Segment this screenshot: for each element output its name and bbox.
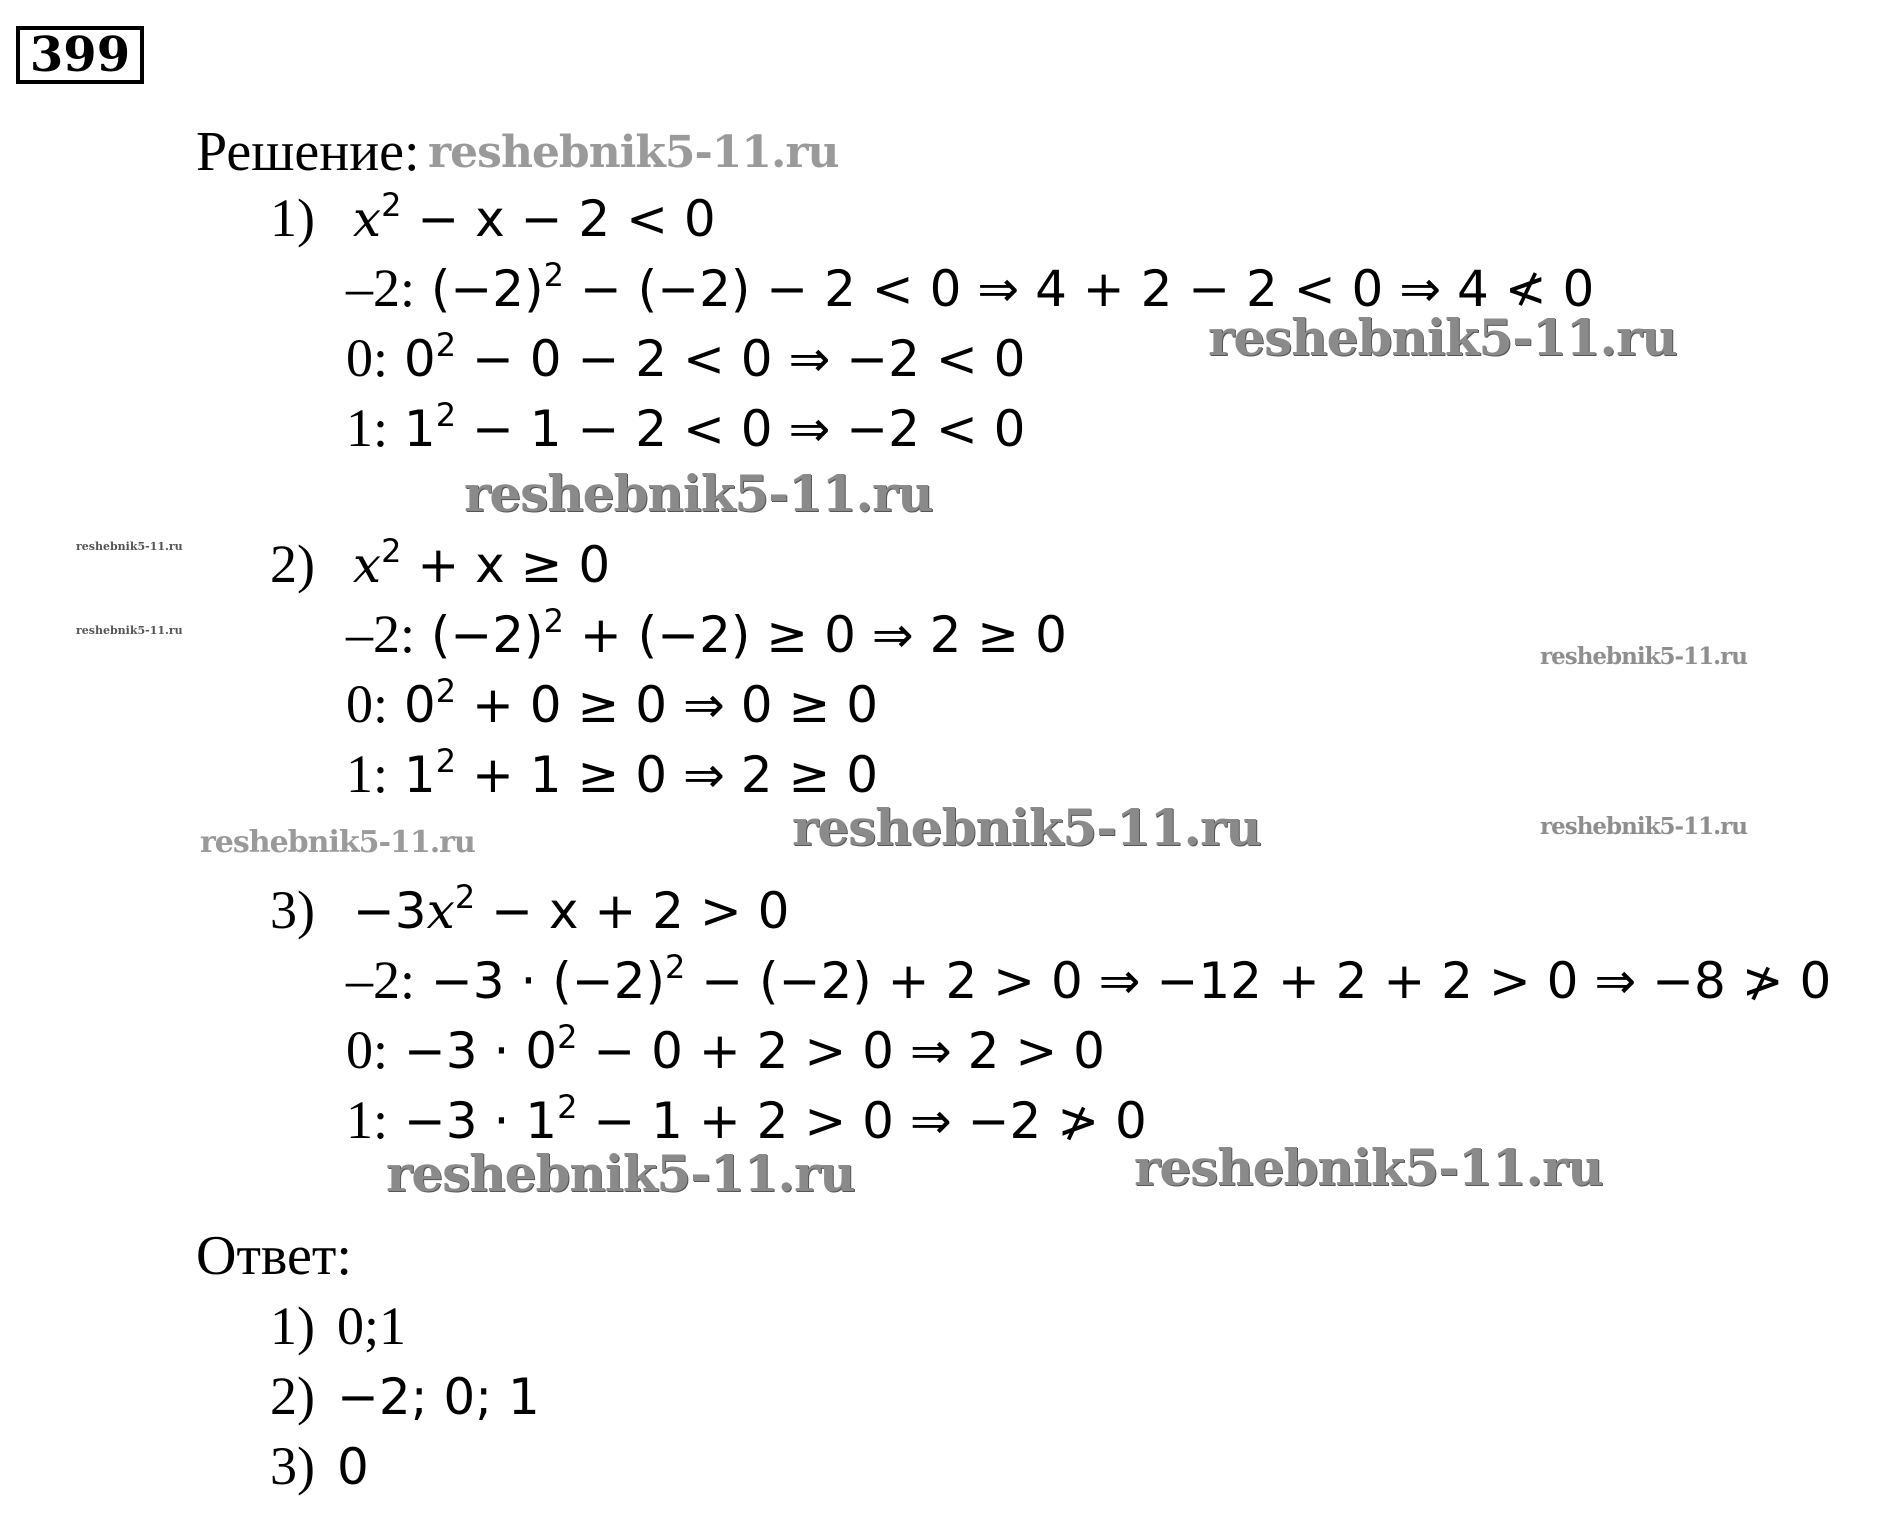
answer-2: 2) −2; 0; 1: [270, 1366, 540, 1426]
watermark: reshebnik5-11.ru: [1134, 1138, 1603, 1197]
watermark: reshebnik5-11.ru: [792, 798, 1261, 857]
part-3-check-1: 1: $-3 \cdot 1^2 - 1 + 2 > 0$ ⇒ −2 ≯ 0: [346, 1088, 1147, 1150]
part-3-check-0: 0: $-3 \cdot 0^2 - 0 + 2 > 0$ ⇒ 2 > 0: [346, 1018, 1105, 1080]
part-3-check-minus2: –2: $-3 \cdot (-2)^2 - (-2) + 2 > 0$ ⇒ −12 + 2 + 2 > 0 ⇒ −8 ≯ 0: [346, 948, 1832, 1010]
watermark: reshebnik5-11.ru: [76, 624, 183, 637]
watermark: reshebnik5-11.ru: [1208, 308, 1677, 367]
watermark: reshebnik5-11.ru: [428, 127, 839, 178]
part-2-inequality: 2) $x^2 + x \ge 0$: [270, 532, 611, 594]
part-2-check-0: 0: $0^2 + 0 \ge 0$ ⇒ 0 ≥ 0: [346, 672, 879, 734]
part-2-check-1: 1: $1^2 + 1 \ge 0$ ⇒ 2 ≥ 0: [346, 742, 879, 804]
part-label: 3): [270, 880, 315, 940]
watermark: reshebnik5-11.ru: [76, 540, 183, 553]
watermark: reshebnik5-11.ru: [464, 464, 933, 523]
part-1-check-1: 1: $1^2 - 1 - 2 < 0$ ⇒ −2 < 0: [346, 396, 1026, 458]
part-1-inequality: 1) $x^2 - x - 2 < 0$: [270, 186, 716, 248]
part-2-check-minus2: –2: $(-2)^2 + (-2) \ge 0$ ⇒ 2 ≥ 0: [346, 602, 1067, 664]
part-3-inequality: $3) -3x^2 - x + 2 > 0$: [270, 878, 790, 940]
part-label: 1): [270, 188, 315, 248]
answer-1: 1) 0;1: [270, 1296, 406, 1356]
watermark: reshebnik5-11.ru: [386, 1144, 855, 1203]
task-number: 399: [16, 26, 144, 84]
watermark: reshebnik5-11.ru: [200, 825, 475, 860]
answer-3: 3) 0: [270, 1436, 369, 1496]
part-1-check-minus2: –2: $(-2)^2 - (-2) - 2 < 0$ ⇒ 4 + 2 − 2 < 0 ⇒ 4 ≮ 0: [346, 256, 1595, 318]
part-label: 2): [270, 534, 315, 594]
part-1-check-0: 0: $0^2 - 0 - 2 < 0$ ⇒ −2 < 0: [346, 326, 1026, 388]
watermark: reshebnik5-11.ru: [1540, 643, 1747, 670]
solution-label: Решение:: [196, 121, 420, 183]
answer-label: Ответ:: [196, 1225, 352, 1287]
watermark: reshebnik5-11.ru: [1540, 813, 1747, 840]
